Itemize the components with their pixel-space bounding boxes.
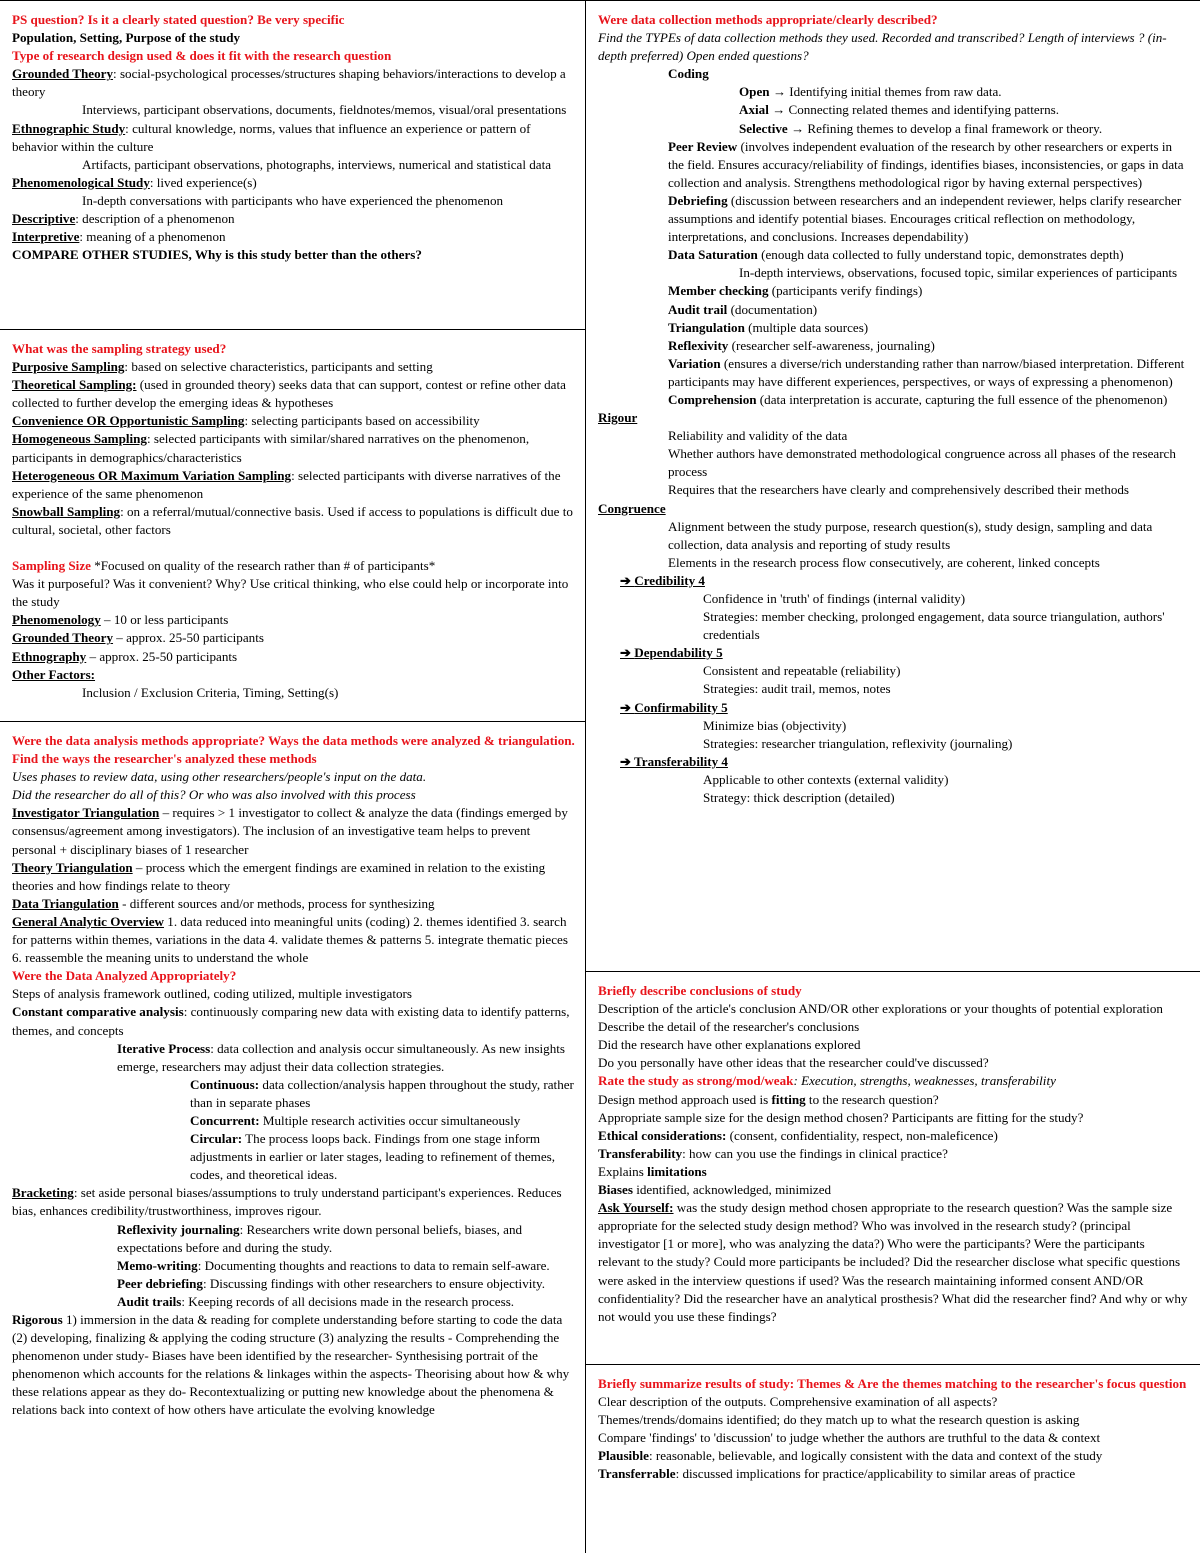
results-line: Compare 'findings' to 'discussion' to judge whether the authors are truthful to the data & context — [598, 1430, 1101, 1446]
dependability-heading: ➔ Dependability 5 — [620, 645, 723, 661]
sampling-item: Homogeneous Sampling: selected participants with similar/shared narratives on the phenomenon, participants in demographics/characteristics — [12, 431, 530, 465]
credibility-item: Strategies: member checking, prolonged engagement, data source triangulation, authors' credentials — [703, 609, 1165, 643]
peer-debriefing: Peer debriefing: Discussing findings with other researchers to ensure objectivity. — [117, 1275, 545, 1291]
credibility-item: Confidence in 'truth' of findings (internal validity) — [703, 591, 966, 606]
transferability-item: Applicable to other contexts (external validity) — [703, 771, 949, 787]
rigour-item: Requires that the researchers have clearly and comprehensively described their methods — [668, 482, 1130, 498]
results-line: Themes/trends/domains identified; do they match up to what the research question is asking — [598, 1412, 1080, 1428]
transferability-q: Transferability: how can you use the findings in clinical practice? — [598, 1145, 948, 1161]
conclusions-section — [586, 971, 1200, 1364]
concurrent-item: Concurrent: Multiple research activities occur simultaneously — [190, 1112, 521, 1128]
sampling-size: Sampling Size *Focused on quality of the research rather than # of participants* — [12, 558, 436, 574]
congruence-heading: Congruence — [598, 500, 666, 516]
congruence-item: Alignment between the study purpose, research question(s), study design, sampling and data collection, data analysis and reporting of study results — [668, 518, 1153, 552]
rigour-item: Reliability and validity of the data — [668, 428, 848, 444]
ethnographic-entry: Ethnographic Study: cultural knowledge, norms, values that influence an experience or pattern of behavior within the culture — [12, 120, 531, 154]
confirmability-item: Strategies: researcher triangulation, reflexivity (journaling) — [703, 735, 1013, 751]
axial-coding: Axial → Connecting related themes and identifying patterns. — [739, 102, 1059, 118]
analysis-italic-1: Uses phases to review data, using other researchers/people's input on the data. — [12, 769, 427, 785]
biases: Biases identified, acknowledged, minimized — [598, 1182, 832, 1198]
collection-italic: Find the TYPEs of data collection methods they used. Recorded and transcribed? Length of interviews ? (in-depth preferred) Open ended questions? — [598, 30, 1167, 64]
continuous-item: Continuous: data collection/analysis happen throughout the study, rather than in separate phases — [190, 1076, 574, 1110]
transferability-item: Strategy: thick description (detailed) — [703, 790, 895, 806]
results-line: Clear description of the outputs. Comprehensive examination of all aspects? — [598, 1394, 998, 1410]
pop-setting-purpose: Population, Setting, Purpose of the study — [12, 30, 241, 46]
interpretive-entry: Interpretive: meaning of a phenomenon — [12, 229, 226, 245]
iterative-process: Iterative Process: data collection and analysis occur simultaneously. As new insights emerge, researchers may adjust their data collection strategies. — [117, 1040, 565, 1074]
dependability-item: Consistent and repeatable (reliability) — [703, 663, 901, 679]
ps-heading: PS question? Is it a clearly stated question? Be very specific — [12, 12, 345, 27]
phenomenological-entry: Phenomenological Study: lived experience(s) — [12, 174, 257, 190]
reflexivity-journaling: Reflexivity journaling: Researchers write down personal beliefs, biases, and expectations before and during the study. — [117, 1221, 523, 1255]
comprehension-item: Comprehension (data interpretation is accurate, capturing the full essence of the phenomenon) — [668, 391, 1168, 407]
sampling-size-text: Was it purposeful? Was it convenient? Why? Use critical thinking, who else could help or incorporate into the study — [12, 576, 569, 610]
sampling-item: Snowball Sampling: on a referral/mutual/connective basis. Used if access to populations is difficult due to cultural, societal, other factors — [12, 503, 573, 537]
ethical-considerations: Ethical considerations: (consent, confidentiality, respect, non-maleficence) — [598, 1127, 998, 1143]
credibility-heading: ➔ Credibility 4 — [620, 572, 705, 588]
peer-review-item: Peer Review (involves independent evaluation of the research by other researchers or experts in the field. Ensures accuracy/reliability of findings, identifies biases, inconsistencies, or gaps in data collection and analysis. Strengthens methodological rigor by having external perspectives) — [668, 138, 1184, 190]
phenomenological-sub: In-depth conversations with participants who have experienced the phenomenon — [82, 192, 504, 208]
descriptive-entry: Descriptive: description of a phenomenon — [12, 211, 235, 227]
conclusion-line: Do you personally have other ideas that the researcher could've discussed? — [598, 1055, 989, 1071]
sample-size-q: Appropriate sample size for the design method chosen? Participants are fitting for the study? — [598, 1109, 1084, 1125]
ps-question-section — [0, 0, 585, 329]
ask-yourself: Ask Yourself: was the study design method chosen appropriate to the research question? Was the sample size appropriate for the selected study design method? Who was involved in the research study? (principal investigator [1 or more], who was analyzing the data?) Who were the participants? Were the participants relevant to the study? Could more participants be included? Did the researcher disclose what specific questions were asked in the interview questions if used? Was the research maintaining informed consent AND/OR confidentiality? Did the researcher have an analytical prosthesis? What did the researcher find? And why or why not would you use these findings? — [598, 1200, 1188, 1324]
conclusion-line: Did the research have other explanations explored — [598, 1037, 861, 1053]
collection-section — [586, 0, 1200, 971]
conclusion-line: Describe the detail of the researcher's conclusions — [598, 1019, 860, 1035]
variation-item: Variation (ensures a diverse/rich understanding rather than narrow/biased interpretation. Different participants may have different experiences, perspectives, or ways of expressing a phenomenon) — [668, 355, 1185, 389]
circular-item: Circular: The process loops back. Findings from one stage inform adjustments in earlier or later stages, leading to refinement of themes, codes, and theoretical ideas. — [190, 1131, 556, 1183]
conclusions-heading: Briefly describe conclusions of study — [598, 983, 802, 998]
member-checking-item: Member checking (participants verify findings) — [668, 283, 923, 299]
transferability-heading: ➔ Transferability 4 — [620, 753, 728, 769]
other-factors-sub: Inclusion / Exclusion Criteria, Timing, Setting(s) — [82, 684, 339, 700]
data-triangulation: Data Triangulation - different sources and/or methods, process for synthesizing — [12, 895, 435, 911]
saturation-item: Data Saturation (enough data collected to fully understand topic, demonstrates depth) — [668, 247, 1124, 263]
conclusion-line: Description of the article's conclusion AND/OR other explorations or your thoughts of potential exploration — [598, 1001, 1163, 1017]
sampling-item: Convenience OR Opportunistic Sampling: selecting participants based on accessibility — [12, 413, 480, 429]
general-analytic-overview: General Analytic Overview 1. data reduced into meaningful units (coding) 2. themes identified 3. search for patterns within themes, variations in the data 4. validate themes & patterns 5. integrate thematic pieces 6. reassemble the meaning units to understand the whole — [12, 913, 568, 966]
analysis-steps: Steps of analysis framework outlined, coding utilized, multiple investigators — [12, 986, 413, 1002]
rigour-heading: Rigour — [598, 410, 638, 426]
reflexivity-item: Reflexivity (researcher self-awareness, journaling) — [668, 337, 935, 353]
limitations: Explains limitations — [598, 1163, 707, 1179]
analysis-heading: Were the data analysis methods appropriate? Ways the data methods were analyzed & triangulation. Find the ways the researcher's analyzed these methods — [12, 733, 575, 767]
investigator-triangulation: Investigator Triangulation – requires > 1 investigator to collect & analyze the data (findings emerged by consensus/agreement among investigators). The inclusion of an investigative team helps to prevent personal + disciplinary biases of 1 researcher — [12, 805, 568, 857]
confirmability-heading: ➔ Confirmability 5 — [620, 699, 728, 715]
grounded-theory-size: Grounded Theory – approx. 25-50 participants — [12, 630, 264, 646]
theory-triangulation: Theory Triangulation – process which the emergent findings are examined in relation to the existing theories and how findings relate to theory — [12, 859, 546, 893]
saturation-sub: In-depth interviews, observations, focused topic, similar experiences of participants — [739, 265, 1178, 281]
results-section — [586, 1364, 1200, 1553]
congruence-item: Elements in the research process flow consecutively, are coherent, linked concepts — [668, 554, 1100, 570]
audit-trails: Audit trails: Keeping records of all decisions made in the research process. — [117, 1293, 515, 1309]
memo-writing: Memo-writing: Documenting thoughts and reactions to data to remain self-aware. — [117, 1257, 550, 1273]
transferrable: Transferrable: discussed implications for practice/applicability to similar areas of practice — [598, 1466, 1076, 1482]
sampling-item: Theoretical Sampling: (used in grounded theory) seeks data that can support, contest or refine other data collected to further develop the emerging ideas & hypotheses — [12, 377, 566, 411]
sampling-section — [0, 329, 585, 721]
sampling-heading: What was the sampling strategy used? — [12, 341, 227, 356]
other-factors: Other Factors: — [12, 666, 96, 682]
rate-study: Rate the study as strong/mod/weak: Execution, strengths, weaknesses, transferability — [598, 1073, 1056, 1089]
analysis-section — [0, 721, 585, 1553]
ethnographic-sub: Artifacts, participant observations, photographs, interviews, numerical and statistical data — [82, 156, 552, 172]
sampling-item: Heterogeneous OR Maximum Variation Sampling: selected participants with diverse narratives of the experience of the same phenomenon — [12, 467, 561, 501]
rigour-item: Whether authors have demonstrated methodological congruence across all phases of the research process — [668, 446, 1176, 480]
dependability-item: Strategies: audit trail, memos, notes — [703, 681, 891, 697]
bracketing: Bracketing: set aside personal biases/assumptions to truly understand participant's experiences. Reduces bias, enhances credibility/trustworthiness, improves rigour. — [12, 1185, 562, 1219]
analysis-italic-2: Did the researcher do all of this? Or who was also involved with this process — [12, 787, 416, 803]
compare-studies: COMPARE OTHER STUDIES, Why is this study better than the others? — [12, 247, 422, 263]
debriefing-item: Debriefing (discussion between researchers and an independent reviewer, helps clarify researcher assumptions and identify potential biases. Encourages critical reflection on methodology, interpretations, and conclusions. Increases dependability) — [668, 192, 1182, 245]
plausible: Plausible: reasonable, believable, and logically consistent with the data and context of the study — [598, 1448, 1103, 1464]
sampling-item: Purposive Sampling: based on selective characteristics, participants and setting — [12, 359, 433, 375]
coding-item: Coding — [668, 66, 709, 82]
design-fitting: Design method approach used is fitting to the research question? — [598, 1091, 939, 1107]
design-heading: Type of research design used & does it fit with the research question — [12, 48, 392, 64]
open-coding: Open → Identifying initial themes from raw data. — [739, 84, 1002, 100]
confirmability-item: Minimize bias (objectivity) — [703, 717, 847, 733]
ethnography-size: Ethnography – approx. 25-50 participants — [12, 648, 238, 664]
rigorous: Rigorous 1) immersion in the data & reading for complete understanding before starting to code the data (2) developing, finalizing & applying the coding structure (3) analyzing the results - Comprehending the phenomenon under study- Biases have been identified by the researcher- Synthesising portrait of the phenomenon which accounts for the relations & linkages within the aspects- Theorising about how & why these relations appear as they do- Recontextualizing or putting new knowledge about the phenomena & relations back into context of how others have articulate the evolving knowledge — [12, 1312, 570, 1418]
grounded-theory-sub: Interviews, participant observations, documents, fieldnotes/memos, visual/oral presentations — [82, 102, 567, 118]
approp-heading: Were the Data Analyzed Appropriately? — [12, 968, 237, 984]
audit-trail-item: Audit trail (documentation) — [668, 301, 818, 317]
results-heading: Briefly summarize results of study: Themes & Are the themes matching to the researcher's focus question — [598, 1376, 1187, 1391]
phenomenology-size: Phenomenology – 10 or less participants — [12, 612, 229, 628]
collection-heading: Were data collection methods appropriate/clearly described? — [598, 12, 938, 27]
triangulation-item: Triangulation (multiple data sources) — [668, 319, 869, 335]
selective-coding: Selective → Refining themes to develop a final framework or theory. — [739, 120, 1103, 136]
constant-comparative: Constant comparative analysis: continuously comparing new data with existing data to identify patterns, themes, and concepts — [12, 1004, 570, 1038]
grounded-theory-entry: Grounded Theory: social-psychological processes/structures shaping behaviors/interactions to develop a theory — [12, 66, 566, 100]
